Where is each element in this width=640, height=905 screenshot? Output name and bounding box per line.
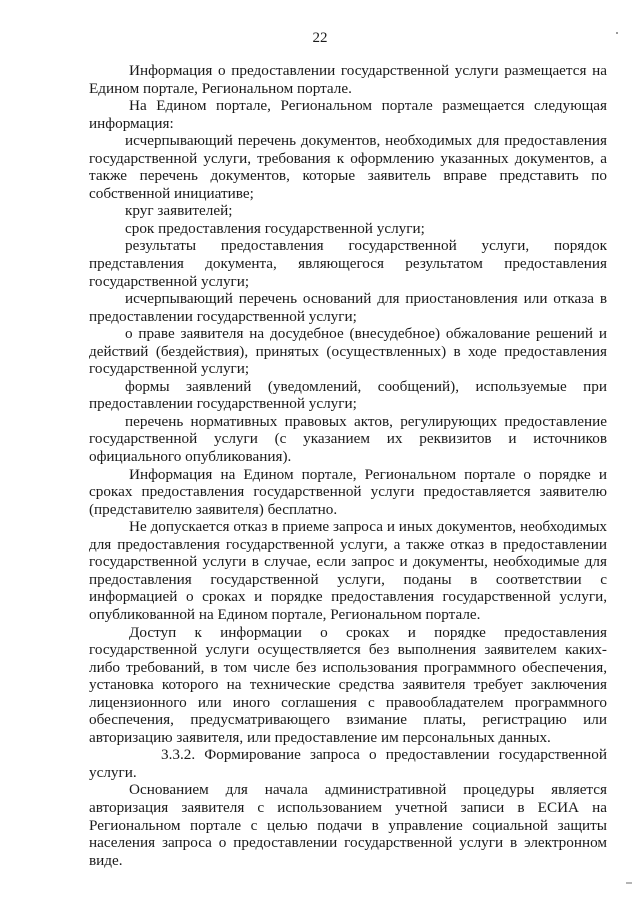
list-item-forms: формы заявлений (уведомлений, сообщений), используемые при предоставлении государственной услуги; — [89, 377, 607, 413]
list-item-results: результаты предоставления государственной услуги, порядок представления документа, являющегося результатом предоставления государственной услуги; — [89, 237, 607, 290]
paragraph-procedure-basis: Основанием для начала административной процедуры является авторизация заявителя с использованием учетной записи в ЕСИА на Региональном портале с целью подачи в управление социальной защиты населения запроса о предоставлении государственной услуги в электронном виде. — [89, 781, 607, 869]
list-item-applicants: круг заявителей; — [125, 202, 233, 220]
paragraph-access: Доступ к информации о сроках и порядке предоставления государственной услуги осуществляется без выполнения заявителем каких-либо требований, в том числе без использования программного обеспечения, установка которого на технические средства заявителя требует заключения лицензионного или иного соглашения с правообладателем программного обеспечения, предусматривающего взимание платы, регистрацию или авторизацию заявителя, или предоставление им персональных данных. — [89, 623, 607, 746]
scan-speck — [616, 32, 618, 34]
paragraph-free-info: Информация на Едином портале, Региональном портале о порядке и сроках предоставления государственной услуги предоставляется заявителю (представителю заявителя) бесплатно. — [89, 465, 607, 518]
paragraph-no-refusal: Не допускается отказ в приеме запроса и иных документов, необходимых для предоставления государственной услуги, а также отказ в предоставлении государственной услуги в случае, если запрос и документы, необходимые для предоставления государственной услуги, поданы в соответствии с информацией о сроках и порядке предоставления государственной услуги, опубликованной на Едином портале, Региональном портале. — [89, 518, 607, 623]
page-number: 22 — [312, 30, 328, 46]
list-item-refusal-grounds: исчерпывающий перечень оснований для приостановления или отказа в предоставлении государственной услуги; — [89, 290, 607, 325]
paragraph-info-list-intro: На Едином портале, Региональном портале размещается следующая информация: — [89, 97, 607, 132]
list-item-documents: исчерпывающий перечень документов, необходимых для предоставления государственной услуги, требования к оформлению указанных документов, а также перечень документов, которые заявитель вправе представить по собственной инициативе; — [89, 132, 607, 202]
list-item-appeal-right: о праве заявителя на досудебное (внесудебное) обжалование решений и действий (бездействия), принятых (осуществленных) в ходе предоставления государственной услуги; — [89, 325, 607, 378]
list-item-legal-acts: перечень нормативных правовых актов, регулирующих предоставление государственной услуги (с указанием их реквизитов и источников официального опубликования). — [89, 412, 607, 466]
document-body — [89, 62, 607, 869]
scan-speck — [626, 882, 632, 884]
list-item-term: срок предоставления государственной услуги; — [125, 219, 425, 237]
paragraph-info-placement: Информация о предоставлении государственной услуги размещается на Едином портале, Региональном портале. — [89, 62, 607, 97]
section-heading-3-3-2: 3.3.2. Формирование запроса о предоставлении государственной услуги. — [89, 746, 607, 781]
